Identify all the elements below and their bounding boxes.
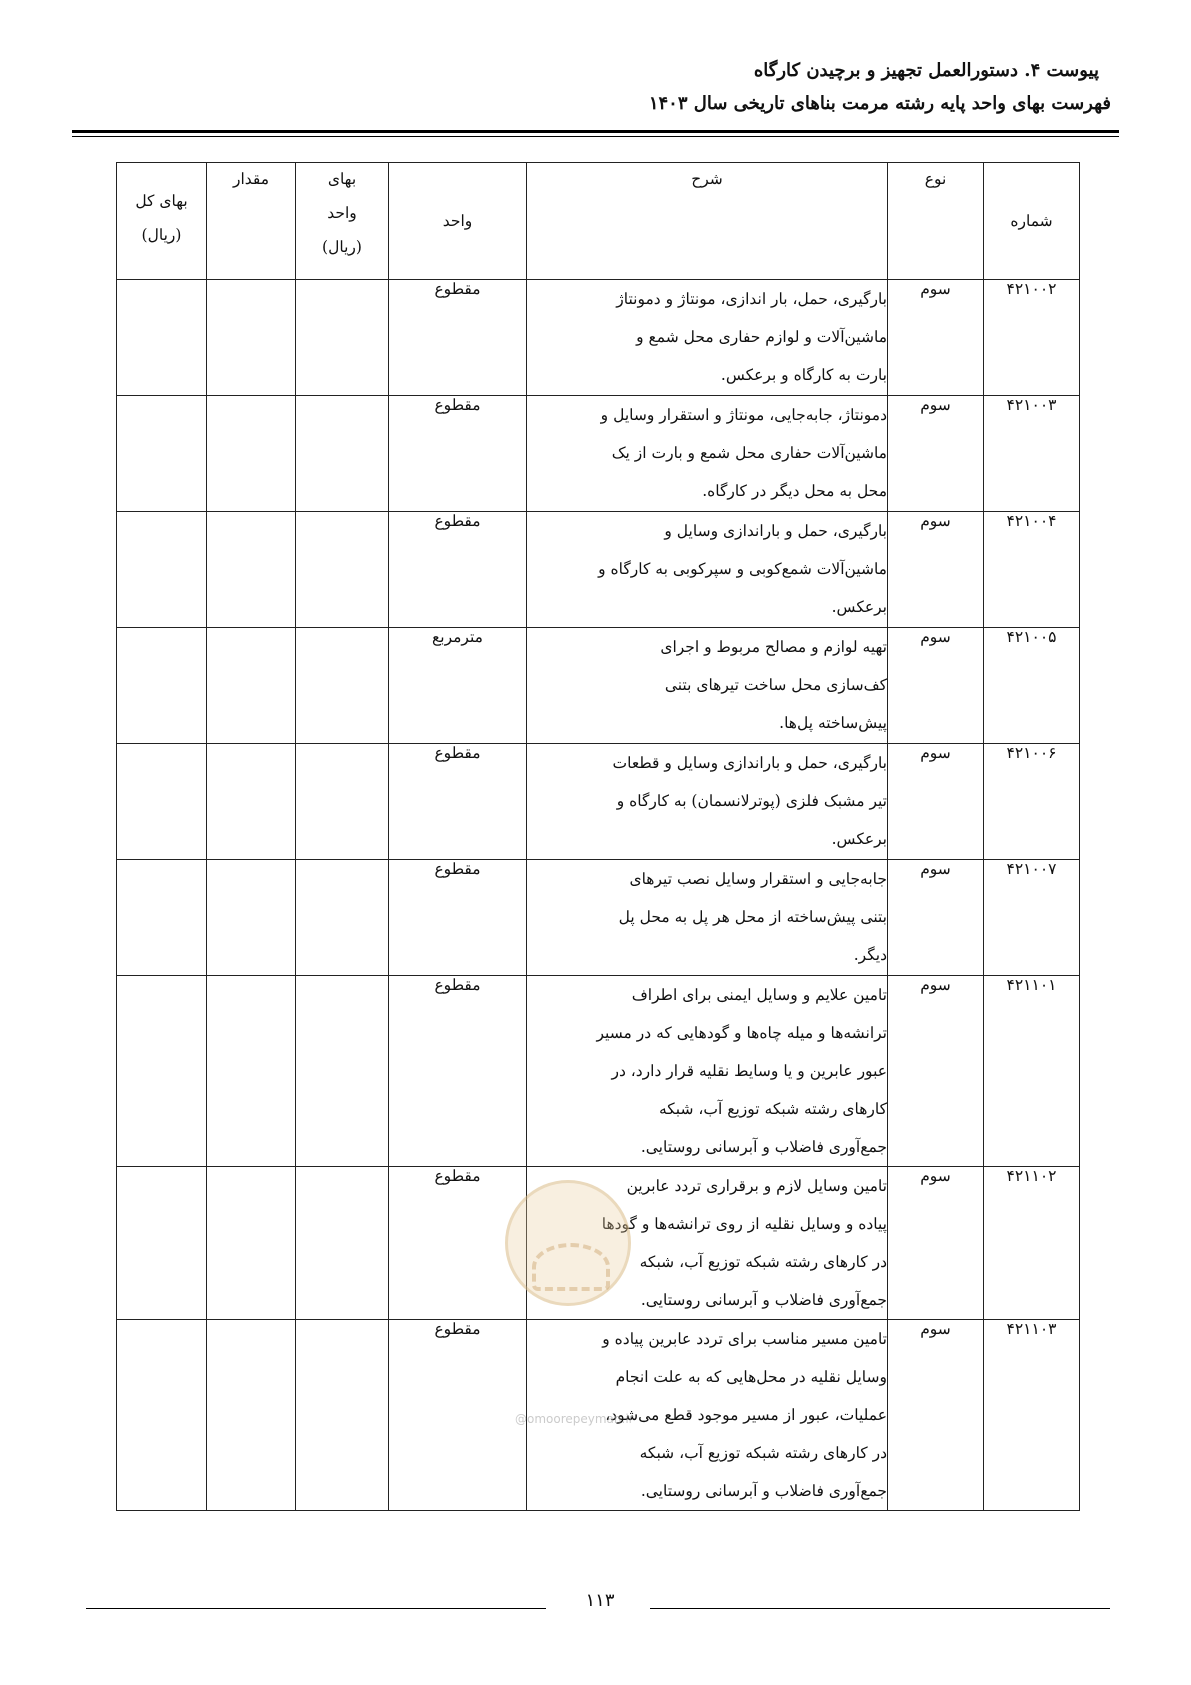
item-number-cell: ۴۲۱۰۰۷ [984,860,1080,976]
total-price-cell [117,1320,207,1511]
quantity-cell [207,280,296,396]
description-line: تامین علایم و وسایل ایمنی برای اطراف [631,986,887,1004]
item-type-cell: سوم [888,744,984,860]
item-number-cell: ۴۲۱۰۰۲ [984,280,1080,396]
description-line: بتنی پیش‌ساخته از محل هر پل به محل پل [618,908,887,926]
header-rule-thick [72,130,1119,133]
table-row [117,396,1080,512]
total-price-cell [117,512,207,628]
item-type-cell: سوم [888,1167,984,1320]
quantity-cell [207,628,296,744]
quantity-cell [207,976,296,1167]
item-description-cell [527,744,888,860]
description-line: ترانشه‌ها و میله چاه‌ها و گودهایی که در مسیر [596,1024,887,1042]
quantity-cell [207,512,296,628]
item-number-cell: ۴۲۱۰۰۴ [984,512,1080,628]
price-list-subtitle: فهرست بهای واحد پایه رشته مرمت بناهای تاریخی سال ۱۴۰۳ [648,93,1111,114]
table-row [117,976,1080,1167]
total-price-cell [117,628,207,744]
col-header-description: شرح [527,163,888,280]
quantity-cell [207,1167,296,1320]
description-line: عملیات، عبور از مسیر موجود قطع می‌شود، [605,1406,887,1424]
item-type-cell: سوم [888,628,984,744]
col-header-unit: واحد [389,163,527,280]
description-line: تیر مشبک فلزی (پوترلانسمان) به کارگاه و [616,792,887,810]
total-price-cell [117,976,207,1167]
quantity-cell [207,744,296,860]
col-header-quantity: مقدار [207,163,296,280]
description-line: دمونتاژ، جابه‌جایی، مونتاژ و استقرار وسایل و [600,406,887,424]
publisher-seal-watermark [505,1180,631,1306]
table-row [117,744,1080,860]
page-number: ۱۱۳ [585,1590,615,1611]
item-type-cell: سوم [888,1320,984,1511]
description-line: بارگیری، حمل و باراندازی وسایل و قطعات [612,754,887,772]
item-unit-cell: مقطوع [389,1167,527,1320]
item-unit-cell: مترمربع [389,628,527,744]
description-line: جمع‌آوری فاضلاب و آبرسانی روستایی. [640,1482,887,1500]
description-line: تامین مسیر مناسب برای تردد عابرین پیاده و [602,1330,887,1348]
footer-rule-left [86,1608,546,1609]
item-description-cell [527,628,888,744]
table-row [117,512,1080,628]
watermark-url: @omoorepeyman.ir [515,1412,634,1426]
table-row [117,628,1080,744]
col-header-type: نوع [888,163,984,280]
item-number-cell: ۴۲۱۰۰۵ [984,628,1080,744]
item-unit-cell: مقطوع [389,1320,527,1511]
description-line: پیش‌ساخته پل‌ها. [779,714,887,732]
description-line: جابه‌جایی و استقرار وسایل نصب تیرهای [629,870,887,888]
unit-price-cell [296,280,389,396]
item-type-cell: سوم [888,976,984,1167]
description-line: تهیه لوازم و مصالح مربوط و اجرای [660,638,887,656]
item-unit-cell: مقطوع [389,512,527,628]
unit-price-cell [296,1320,389,1511]
item-description-cell [527,860,888,976]
total-price-cell [117,396,207,512]
table-header-row [117,163,1080,280]
description-line: ماشین‌آلات شمع‌کوبی و سپرکوبی به کارگاه و [598,560,887,578]
total-price-cell [117,744,207,860]
unit-price-cell [296,628,389,744]
item-number-cell: ۴۲۱۰۰۳ [984,396,1080,512]
item-type-cell: سوم [888,396,984,512]
description-line: تامین وسایل لازم و برقراری تردد عابرین [626,1177,887,1195]
description-line: در کارهای رشته شبکه توزیع آب، شبکه [639,1253,887,1271]
col-header-unit-price: بهای واحد (ریال) [296,163,389,280]
total-price-cell [117,1167,207,1320]
unit-price-cell [296,396,389,512]
description-line: عبور عابرین و یا وسایط نقلیه قرار دارد، در [611,1062,887,1080]
item-number-cell: ۴۲۱۱۰۲ [984,1167,1080,1320]
item-type-cell: سوم [888,860,984,976]
item-description-cell [527,396,888,512]
item-number-cell: ۴۲۱۱۰۱ [984,976,1080,1167]
description-line: بارگیری، حمل، بار اندازی، مونتاژ و دمونتاژ [616,290,887,308]
unit-price-cell [296,1167,389,1320]
description-line: پیاده و وسایل نقلیه از روی ترانشه‌ها و گودها [601,1215,887,1233]
col-header-number: شماره [984,163,1080,280]
description-line: وسایل نقلیه در محل‌هایی که به علت انجام [615,1368,887,1386]
item-number-cell: ۴۲۱۰۰۶ [984,744,1080,860]
item-unit-cell: مقطوع [389,744,527,860]
total-price-cell [117,860,207,976]
description-line: جمع‌آوری فاضلاب و آبرسانی روستایی. [640,1291,887,1309]
description-line: جمع‌آوری فاضلاب و آبرسانی روستایی. [640,1138,887,1156]
description-line: برعکس. [831,830,887,848]
item-unit-cell: مقطوع [389,860,527,976]
unit-price-cell [296,860,389,976]
description-line: برعکس. [831,598,887,616]
unit-price-cell [296,512,389,628]
page-header [72,60,1111,114]
price-list-table [116,162,1080,1511]
description-line: بارگیری، حمل و باراندازی وسایل و [664,522,887,540]
appendix-title: پیوست ۴. دستورالعمل تجهیز و برچیدن کارگاه [753,60,1099,81]
item-unit-cell: مقطوع [389,396,527,512]
unit-price-cell [296,976,389,1167]
description-line: محل به محل دیگر در کارگاه. [702,482,887,500]
description-line: ماشین‌آلات حفاری محل شمع و بارت از یک [611,444,887,462]
gear-icon [532,1243,610,1291]
quantity-cell [207,1320,296,1511]
item-description-cell [527,512,888,628]
description-line: در کارهای رشته شبکه توزیع آب، شبکه [639,1444,887,1462]
header-rule-thin [72,136,1119,137]
description-line: ماشین‌آلات و لوازم حفاری محل شمع و [636,328,887,346]
item-description-cell [527,280,888,396]
item-type-cell: سوم [888,512,984,628]
footer-rule-right [650,1608,1110,1609]
col-header-total-price: بهای کل (ریال) [117,163,207,280]
description-line: کف‌سازی محل ساخت تیرهای بتنی [664,676,887,694]
quantity-cell [207,396,296,512]
description-line: کارهای رشته شبکه توزیع آب، شبکه [658,1100,887,1118]
unit-price-cell [296,744,389,860]
item-unit-cell: مقطوع [389,976,527,1167]
item-number-cell: ۴۲۱۱۰۳ [984,1320,1080,1511]
item-type-cell: سوم [888,280,984,396]
item-description-cell [527,976,888,1167]
table-row [117,280,1080,396]
quantity-cell [207,860,296,976]
description-line: دیگر. [853,946,887,964]
description-line: بارت به کارگاه و برعکس. [720,366,887,384]
table-row [117,860,1080,976]
item-unit-cell: مقطوع [389,280,527,396]
total-price-cell [117,280,207,396]
